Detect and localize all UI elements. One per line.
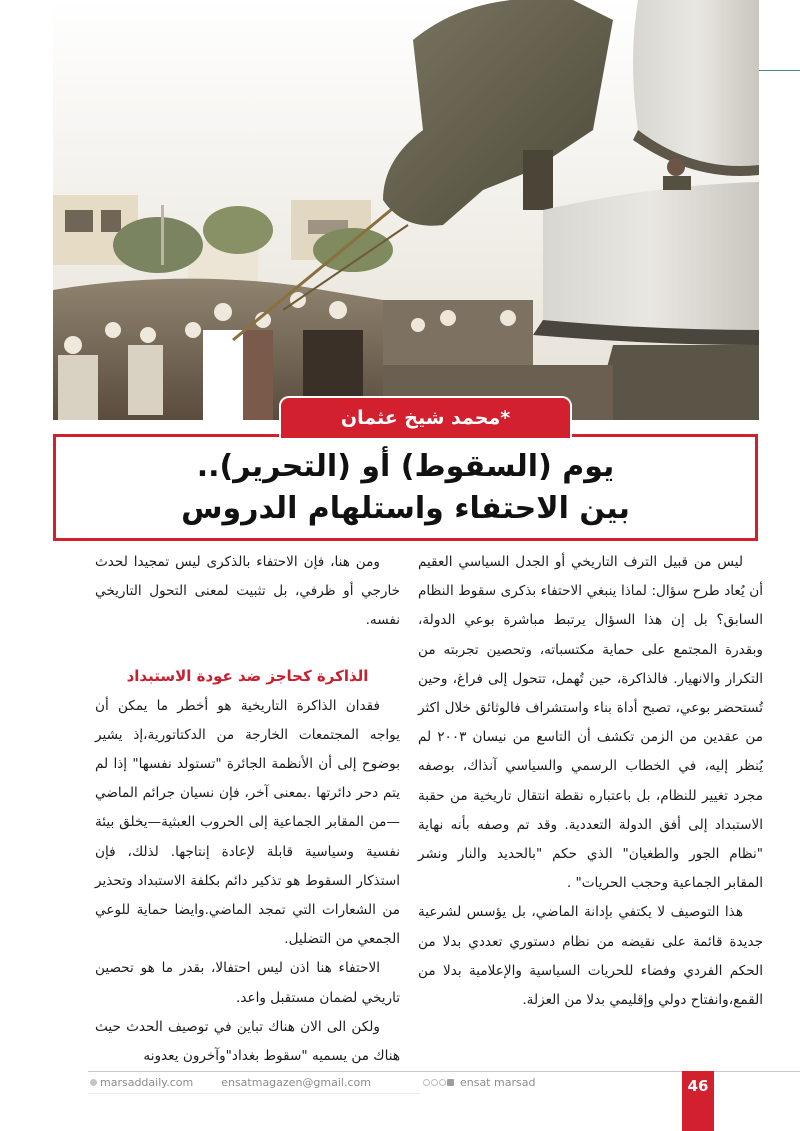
instagram-icon[interactable]	[439, 1079, 446, 1086]
author-name: *محمد شيخ عثمان	[340, 407, 511, 429]
paragraph: الاحتفاء هنا اذن ليس احتفالا، بقدر ما هو تحصين تاريخي لضمان مستقبل واعد.	[95, 960, 400, 1006]
globe-icon	[90, 1079, 97, 1086]
paragraph: ولكن الى الان هناك تباين في توصيف الحدث حيث هناك من يسميه "سقوط بغداد"وآخرون يعدونه	[95, 1018, 400, 1065]
paragraph: ومن هنا، فإن الاحتفاء بالذكرى ليس تمجيدا لحدث خارجي أو ظرفي، بل تثبيت لمعنى التحول التاريخي نفسه.	[95, 554, 400, 629]
paragraph: هذا التوصيف لا يكتفي بإدانة الماضي، بل يؤسس لشرعية جديدة قائمة على نقيضه من نظام دستوري تعددي بدلا من الحكم الفردي وفضاء للحريات السياسية والإعلامية بدلا من القمع،وانفتاح دولي وإقليمي بدلا من العزلة.	[418, 904, 763, 1009]
twitter-icon[interactable]	[431, 1079, 438, 1086]
paragraph: ليس من قبيل الترف التاريخي أو الجدل السياسي العقيم أن يُعاد طرح سؤال: لماذا ينبغي الاحتفاء بذكرى سقوط النظام السابق؟ بل إن هذا السؤال يرتبط مباشرة بوعي الدولة، وبقدرة المجتمع على حماية مكتسباته، وتحصين تجربته من التكرار والانهيار. فالذاكرة، حين تُهمل، تتحول إلى فراغ، وحين تُستحضر بوعي، تصبح أداة بناء واستشراف فالوثائق خلال اكثر من عقدين من الزمن تكشف أن التاسع من نيسان ٢٠٠٣ لم يُنظر إليه، في الخطاب الرسمي والسياسي آنذاك، بوصفه مجرد تغيير للنظام، بل باعتباره نقطة انتقال تاريخية من حقبة الاستبداد إلى أفق الدولة التعددية. وقد تم وصفه بأنه نهاية "نظام الجور والطغيان" الذي حكم "بالحديد والنار ونشر المقابر الجماعية وحجب الحريات" .	[418, 554, 763, 892]
footer-website[interactable]	[90, 1076, 193, 1089]
page-footer	[88, 1071, 535, 1093]
page-number-badge	[682, 1071, 714, 1131]
youtube-icon[interactable]	[447, 1079, 454, 1086]
article-title-line-1: يوم (السقوط) أو (التحرير)..	[196, 448, 615, 484]
footer-underline	[88, 1093, 420, 1094]
social-handle[interactable]: ensat marsad	[459, 1075, 536, 1089]
facebook-icon[interactable]	[423, 1079, 430, 1086]
page-number: 46	[687, 1077, 709, 1095]
statue-toppling-photo	[53, 0, 759, 420]
title-frame	[53, 434, 758, 541]
email-link[interactable]: ensatmagazen@gmail.com	[221, 1075, 371, 1089]
footer-email[interactable]	[221, 1076, 371, 1089]
paragraph: فقدان الذاكرة التاريخية هو أخطر ما يمكن أن يواجه المجتمعات الخارجة من الدكتاتورية،إذ يشير بوضوح إلى أن الأنظمة الجائرة "تستولد نفسها" إذا لم يتم دحر دائرتها .بمعنى آخر، فإن نسيان جرائم الماضي—من المقابر الجماعية إلى الحروب العبثية—يخلق بيئة نفسية وسياسية قابلة لإعادة إنتاجها. لذلك، فإن استذكار السقوط هو تذكير دائم بكلفة الاستبداد وتحذير من الشعارات التي تمجد الماضي.وايضا حماية للوعي الجمعي من التضليل.	[95, 697, 400, 948]
author-tab	[279, 396, 572, 438]
section-subheading: الذاكرة كحاجز ضد عودة الاستبداد	[126, 666, 369, 685]
article-column-left	[95, 548, 400, 1071]
footer-social[interactable]	[423, 1076, 535, 1089]
decorative-teal-line	[759, 70, 800, 71]
article-column-right	[418, 548, 763, 1015]
website-link[interactable]: marsaddaily.com	[100, 1075, 194, 1089]
article-title-line-2: بين الاحتفاء واستلهام الدروس	[181, 490, 630, 526]
article-photo	[53, 0, 759, 420]
